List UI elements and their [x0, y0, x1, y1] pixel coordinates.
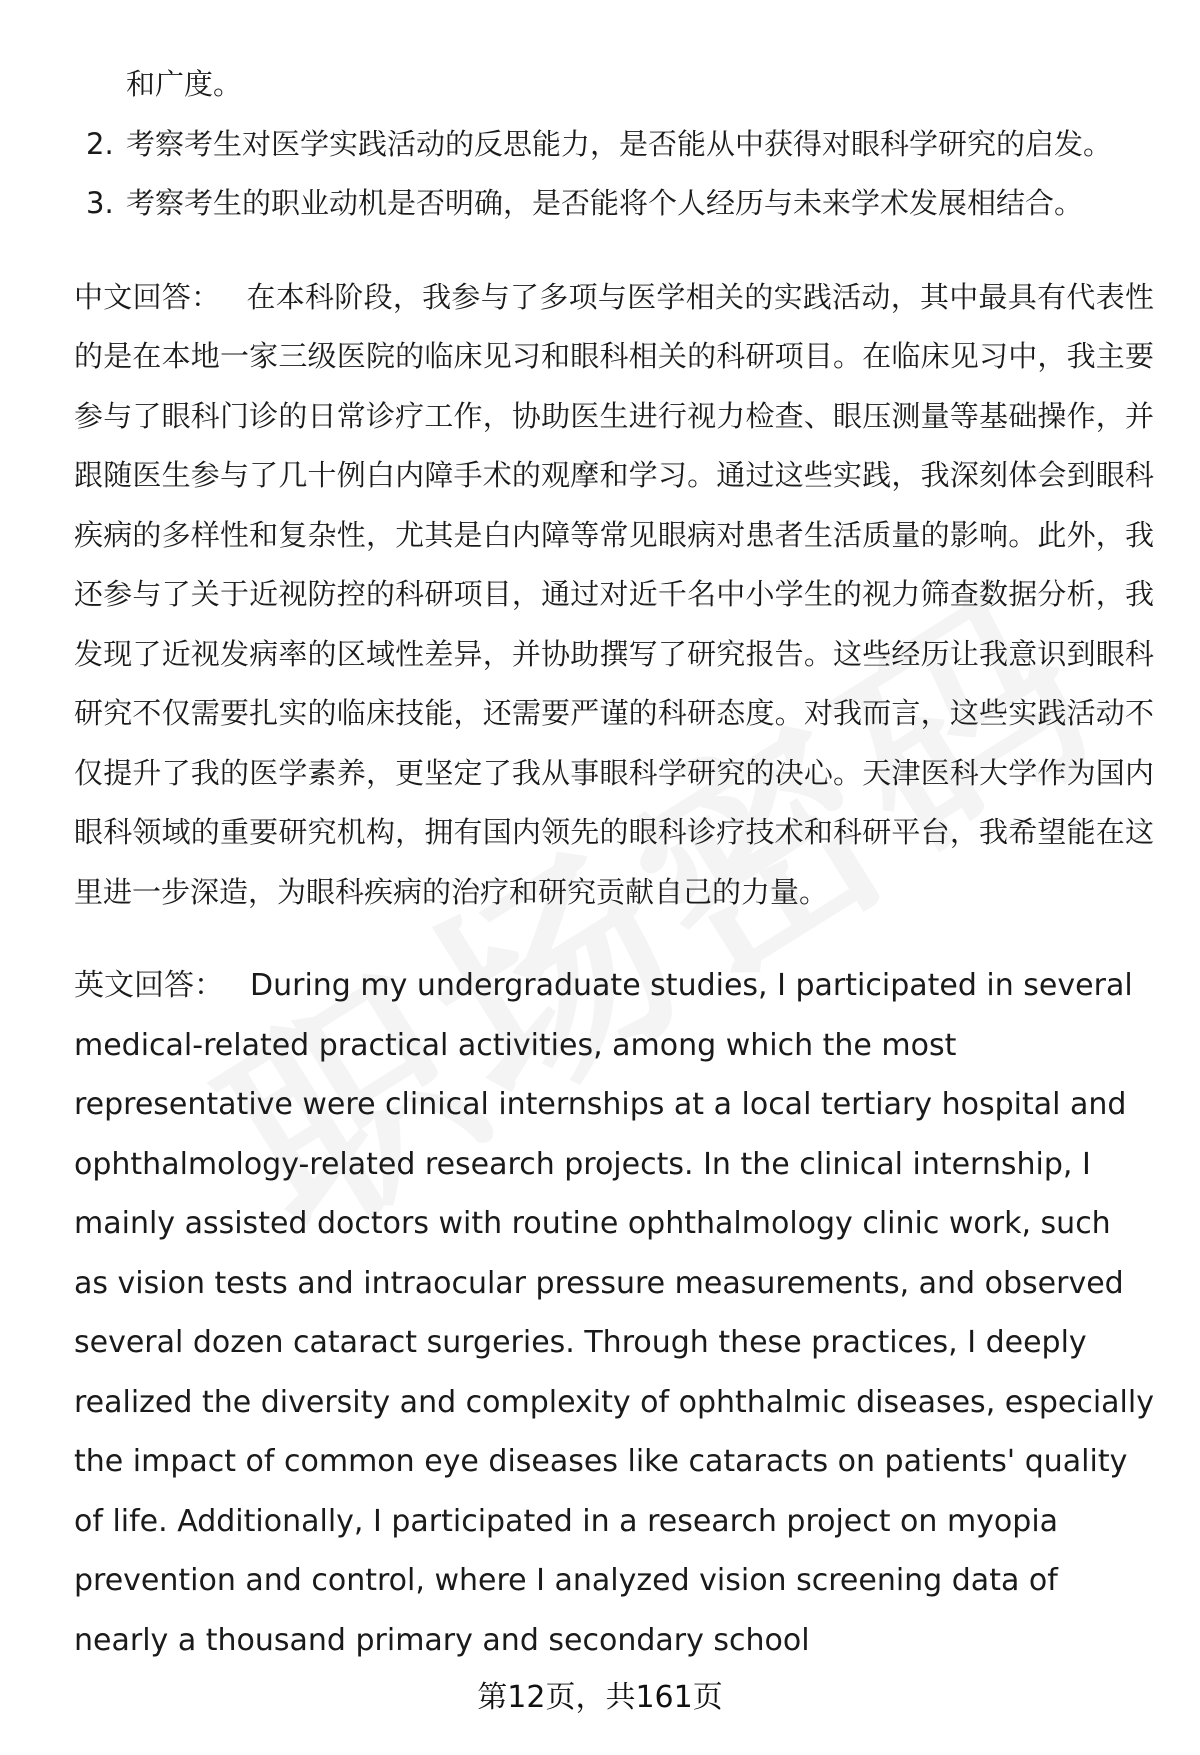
- chinese-answer: [74, 268, 1154, 923]
- criteria-item: [74, 115, 1154, 175]
- list-number: 3.: [86, 186, 114, 220]
- english-answer-text: During my undergraduate studies, I participated in several medical-related practical activities, among which the most representative were clinical internships at a local tertiary hospital and ophthalmology-related research projects. In the clinical internship, I mainly assisted doctors with routine ophthalmology clinic work, such as vision tests and intraocular pressure measurements, and observed several dozen cataract surgeries. Through these practices, I deeply realized the diversity and complexity of ophthalmic diseases, especially the impact of common eye diseases like cataracts on patients' quality of life. Additionally, I participated in a research project on myopia prevention and control, where I analyzed vision screening data of nearly a thousand primary and secondary school: [74, 968, 1154, 1658]
- english-answer-label: 英文回答：: [74, 968, 224, 1003]
- english-answer: [74, 956, 1154, 1670]
- page-number: 第12页，共161页: [477, 1680, 723, 1715]
- continued-text: 和广度。: [126, 67, 243, 101]
- page-content: [74, 55, 1154, 1670]
- criteria-text: 考察考生的职业动机是否明确，是否能将个人经历与未来学术发展相结合。: [126, 186, 1084, 220]
- list-number: 2.: [86, 126, 114, 161]
- criteria-list: [74, 115, 1154, 234]
- criteria-item: [74, 174, 1154, 234]
- criteria-text: 考察考生对医学实践活动的反思能力，是否能从中获得对眼科学研究的启发。: [126, 126, 1113, 161]
- chinese-answer-label: 中文回答：: [74, 279, 221, 314]
- chinese-answer-text: 在本科阶段，我参与了多项与医学相关的实践活动，其中最具有代表性的是在本地一家三级医院的临床见习和眼科相关的科研项目。在临床见习中，我主要参与了眼科门诊的日常诊疗工作，协助医生进行视力检查、眼压测量等基础操作，并跟随医生参与了几十例白内障手术的观摩和学习。通过这些实践，我深刻体会到眼科疾病的多样性和复杂性，尤其是白内障等常见眼病对患者生活质量的影响。此外，我还参与了关于近视防控的科研项目，通过对近千名中小学生的视力筛查数据分析，我发现了近视发病率的区域性差异，并协助撰写了研究报告。这些经历让我意识到眼科研究不仅需要扎实的临床技能，还需要严谨的科研态度。对我而言，这些实践活动不仅提升了我的医学素养，更坚定了我从事眼科学研究的决心。天津医科大学作为国内眼科领域的重要研究机构，拥有国内领先的眼科诊疗技术和科研平台，我希望能在这里进一步深造，为眼科疾病的治疗和研究贡献自己的力量。: [74, 279, 1154, 909]
